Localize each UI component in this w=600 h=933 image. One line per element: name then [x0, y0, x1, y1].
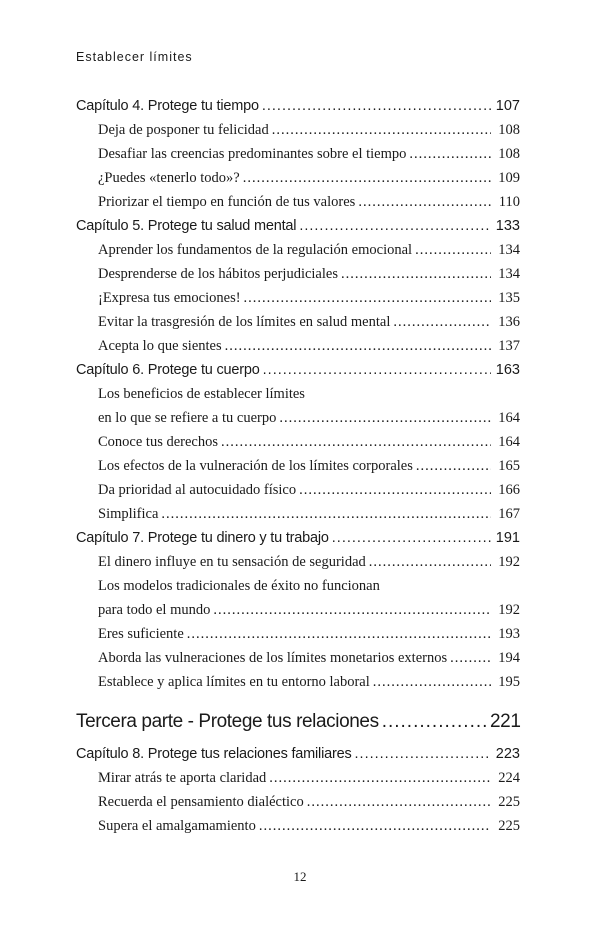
dot-leader: [213, 598, 491, 622]
toc-entry-title: Tercera parte - Protege tus relaciones: [76, 711, 379, 732]
table-of-contents: [76, 94, 520, 838]
toc-entry-page: 194: [498, 650, 520, 666]
toc-entry-page: 223: [495, 746, 520, 762]
toc-entry-title: ¿Puedes «tenerlo todo»?: [98, 170, 240, 186]
toc-entry-page: 110: [498, 194, 520, 210]
dot-leader: [450, 646, 491, 670]
toc-chapter-entry: [76, 94, 520, 118]
dot-leader: [393, 310, 491, 334]
toc-section-entry: [76, 646, 520, 670]
dot-leader: [225, 334, 491, 358]
toc-entry-title: Los beneficios de establecer límites: [98, 386, 305, 402]
toc-entry-title: Evitar la trasgresión de los límites en salud mental: [98, 314, 391, 330]
dot-leader: [262, 94, 491, 118]
toc-entry-page: 109: [498, 170, 520, 186]
toc-entry-page: 167: [498, 506, 520, 522]
toc-section-entry: [76, 382, 520, 406]
toc-section-entry: [76, 574, 520, 598]
dot-leader: [221, 430, 491, 454]
dot-leader: [415, 238, 491, 262]
dot-leader: [269, 766, 491, 790]
toc-entry-title: Recuerda el pensamiento dialéctico: [98, 794, 304, 810]
toc-entry-title: Establece y aplica límites en tu entorno laboral: [98, 674, 370, 690]
toc-entry-page: 225: [498, 794, 520, 810]
toc-entry-title: Simplifica: [98, 506, 159, 522]
toc-section-entry: [76, 814, 520, 838]
dot-leader: [299, 478, 491, 502]
toc-entry-title: Eres suficiente: [98, 626, 184, 642]
toc-entry-page: 164: [498, 434, 520, 450]
toc-entry-title: para todo el mundo: [98, 602, 211, 618]
dot-leader: [373, 670, 491, 694]
toc-entry-title: ¡Expresa tus emociones!: [98, 290, 241, 306]
dot-leader: [341, 262, 491, 286]
toc-entry-page: 192: [498, 602, 520, 618]
toc-entry-page: 224: [498, 770, 520, 786]
dot-leader: [299, 214, 491, 238]
toc-entry-title: Desprenderse de los hábitos perjudiciales: [98, 266, 338, 282]
dot-leader: [369, 550, 491, 574]
toc-entry-page: 136: [498, 314, 520, 330]
toc-entry-title: Mirar atrás te aporta claridad: [98, 770, 267, 786]
toc-section-entry: [76, 478, 520, 502]
toc-entry-title: Priorizar el tiempo en función de tus valores: [98, 194, 356, 210]
toc-entry-title: Deja de posponer tu felicidad: [98, 122, 269, 138]
toc-entry-title: Los modelos tradicionales de éxito no funcionan: [98, 578, 380, 594]
dot-leader: [272, 118, 491, 142]
toc-entry-title: Capítulo 4. Protege tu tiempo: [76, 98, 259, 114]
toc-section-entry: [76, 622, 520, 646]
dot-leader: [409, 142, 491, 166]
toc-entry-page: 166: [498, 482, 520, 498]
toc-entry-page: 191: [495, 530, 520, 546]
toc-entry-page: 108: [498, 146, 520, 162]
toc-entry-page: 164: [498, 410, 520, 426]
running-head: Establecer límites: [76, 50, 193, 64]
toc-section-entry: [76, 118, 520, 142]
dot-leader: [279, 406, 491, 430]
toc-section-entry: [76, 670, 520, 694]
toc-section-entry: [76, 190, 520, 214]
toc-section-entry: [76, 286, 520, 310]
toc-section-entry: [76, 262, 520, 286]
toc-chapter-entry: [76, 214, 520, 238]
dot-leader: [355, 742, 491, 766]
toc-section-entry: [76, 166, 520, 190]
toc-entry-title: Capítulo 8. Protege tus relaciones familiares: [76, 746, 352, 762]
toc-entry-page: 133: [495, 218, 520, 234]
toc-entry-title: Da prioridad al autocuidado físico: [98, 482, 297, 498]
dot-leader: [244, 286, 491, 310]
toc-entry-page: 225: [498, 818, 520, 834]
dot-leader: [259, 814, 491, 838]
toc-entry-page: 107: [495, 98, 520, 114]
toc-entry-page: 195: [498, 674, 520, 690]
toc-entry-title: Aborda las vulneraciones de los límites monetarios externos: [98, 650, 448, 666]
toc-entry-page: 134: [498, 266, 520, 282]
toc-entry-title: Conoce tus derechos: [98, 434, 218, 450]
toc-section-entry: [76, 430, 520, 454]
toc-chapter-entry: [76, 742, 520, 766]
toc-section-entry: [76, 766, 520, 790]
toc-chapter-entry: [76, 358, 520, 382]
toc-part-entry: [76, 702, 520, 742]
toc-entry-title: Capítulo 7. Protege tu dinero y tu trabajo: [76, 530, 329, 546]
toc-section-entry: [76, 454, 520, 478]
toc-entry-page: 193: [498, 626, 520, 642]
toc-entry-page: 165: [498, 458, 520, 474]
page-number: 12: [293, 869, 307, 884]
dot-leader: [243, 166, 491, 190]
toc-entry-page: 135: [498, 290, 520, 306]
toc-entry-title: Capítulo 6. Protege tu cuerpo: [76, 362, 260, 378]
toc-section-entry: [76, 502, 520, 526]
toc-entry-title: Capítulo 5. Protege tu salud mental: [76, 218, 297, 234]
toc-entry-page: 163: [495, 362, 520, 378]
toc-entry-title: Acepta lo que sientes: [98, 338, 222, 354]
toc-section-entry: [76, 598, 520, 622]
toc-section-entry: [76, 406, 520, 430]
dot-leader: [307, 790, 491, 814]
toc-section-entry: [76, 142, 520, 166]
dot-leader: [332, 526, 491, 550]
toc-section-entry: [76, 238, 520, 262]
dot-leader: [358, 190, 491, 214]
toc-entry-title: Supera el amalgamamiento: [98, 818, 256, 834]
toc-section-entry: [76, 310, 520, 334]
toc-section-entry: [76, 550, 520, 574]
dot-leader: [161, 502, 491, 526]
toc-entry-page: 134: [498, 242, 520, 258]
toc-entry-page: 221: [490, 711, 521, 732]
dot-leader: [263, 358, 491, 382]
dot-leader: [416, 454, 491, 478]
toc-entry-title: Aprender los fundamentos de la regulación emocional: [98, 242, 413, 258]
dot-leader: [187, 622, 491, 646]
toc-entry-title: Los efectos de la vulneración de los límites corporales: [98, 458, 413, 474]
toc-entry-page: 137: [498, 338, 520, 354]
toc-section-entry: [76, 790, 520, 814]
toc-entry-title: Desafiar las creencias predominantes sobre el tiempo: [98, 146, 407, 162]
toc-section-entry: [76, 334, 520, 358]
toc-entry-page: 108: [498, 122, 520, 138]
toc-entry-title: El dinero influye en tu sensación de seguridad: [98, 554, 366, 570]
toc-chapter-entry: [76, 526, 520, 550]
toc-entry-title: en lo que se refiere a tu cuerpo: [98, 410, 277, 426]
toc-entry-page: 192: [498, 554, 520, 570]
dot-leader: [382, 702, 487, 742]
